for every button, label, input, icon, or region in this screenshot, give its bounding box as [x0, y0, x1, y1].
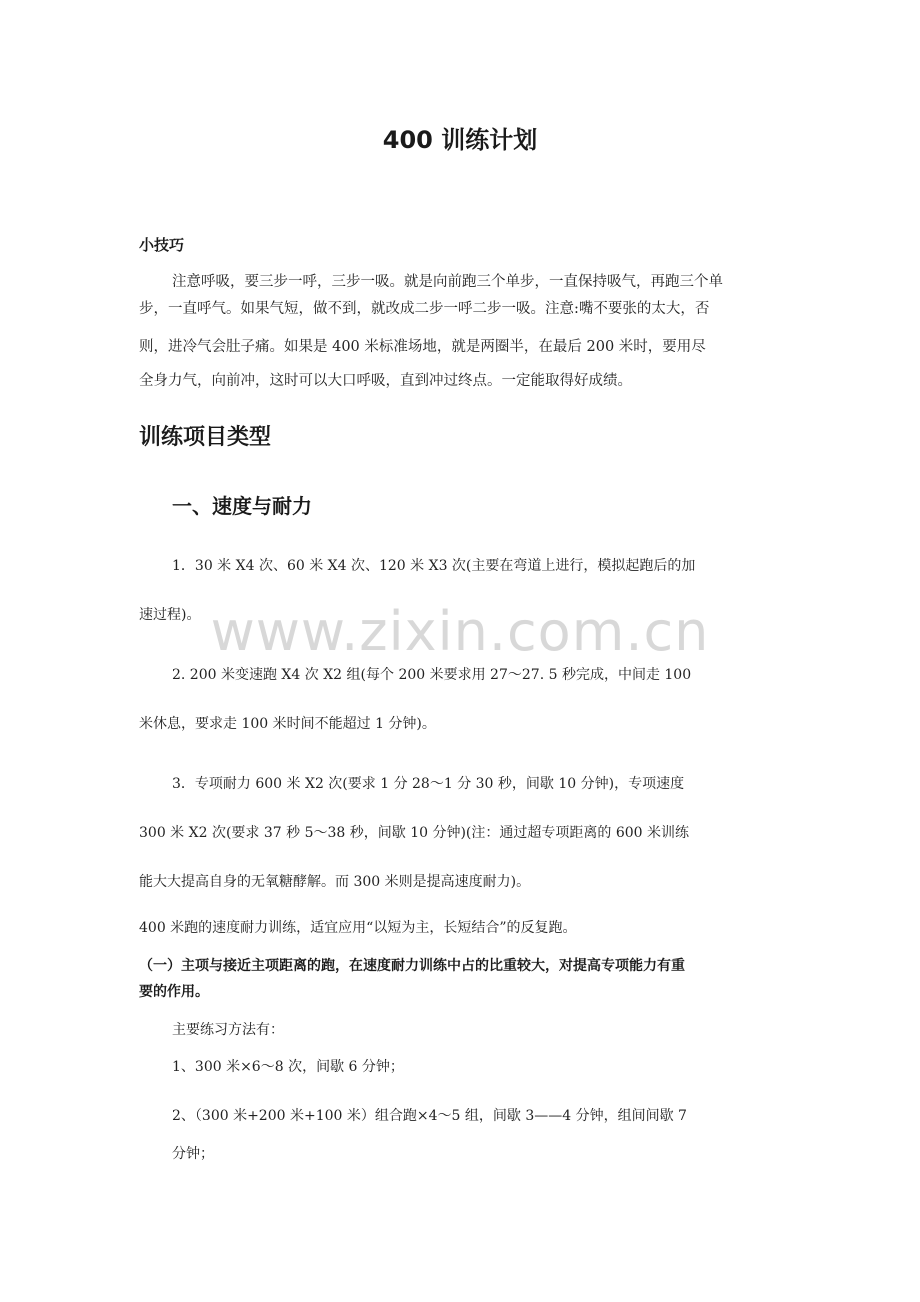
method-line-3: 分钟；: [172, 1146, 214, 1162]
section-heading: 训练项目类型: [139, 425, 272, 450]
tips-line-4: 全身力气，向前冲，这时可以大口呼吸，直到冲过终点。一定能取得好成绩。: [139, 373, 632, 389]
bold-point-line-2: 要的作用。: [139, 984, 209, 1000]
methods-label: 主要练习方法有：: [172, 1022, 284, 1038]
item-line-2: 速过程)。: [139, 607, 201, 623]
item-line-6: 300 米 X2 次(要求 37 秒 5～38 秒，间歇 10 分钟)(注：通过超专项距离的 600 米训练: [139, 825, 690, 841]
item-line-1: 1．30 米 X4 次、60 米 X4 次、120 米 X3 次(主要在弯道上进行，模拟起跑后的加: [172, 558, 696, 574]
tips-heading: 小技巧: [139, 236, 185, 254]
method-line-2: 2、（300 米+200 米+100 米）组合跑×4～5 组，间歇 3——4 分钟，组间间歇 7: [172, 1108, 687, 1124]
document-title: 400 训练计划: [382, 126, 538, 154]
method-line-1: 1、300 米×6～8 次，间歇 6 分钟；: [172, 1059, 404, 1075]
tips-line-1: 注意呼吸，要三步一呼，三步一吸。就是向前跑三个单步，一直保持吸气，再跑三个单: [172, 274, 723, 290]
item-line-7: 能大大提高自身的无氧糖酵解。而 300 米则是提高速度耐力)。: [139, 874, 531, 890]
tips-line-2: 步，一直呼气。如果气短，做不到，就改成二步一呼二步一吸。注意:嘴不要张的太大，否: [139, 301, 710, 317]
summary-line: 400 米跑的速度耐力训练，适宜应用“以短为主，长短结合”的反复跑。: [139, 920, 577, 936]
item-line-3: 2. 200 米变速跑 X4 次 X2 组(每个 200 米要求用 27～27. 5 秒完成，中间走 100: [172, 667, 692, 683]
item-line-4: 米休息，要求走 100 米时间不能超过 1 分钟)。: [139, 716, 436, 732]
tips-line-3: 则，进冷气会肚子痛。如果是 400 米标准场地，就是两圈半，在最后 200 米时，要用尽: [139, 339, 706, 355]
item-line-5: 3．专项耐力 600 米 X2 次(要求 1 分 28～1 分 30 秒，间歇 10 分钟)，专项速度: [172, 776, 685, 792]
watermark: www.zixin.com.cn: [210, 600, 710, 663]
subsection-heading: 一、速度与耐力: [172, 494, 312, 518]
bold-point-line-1: （一）主项与接近主项距离的跑，在速度耐力训练中占的比重较大，对提高专项能力有重: [139, 958, 685, 974]
